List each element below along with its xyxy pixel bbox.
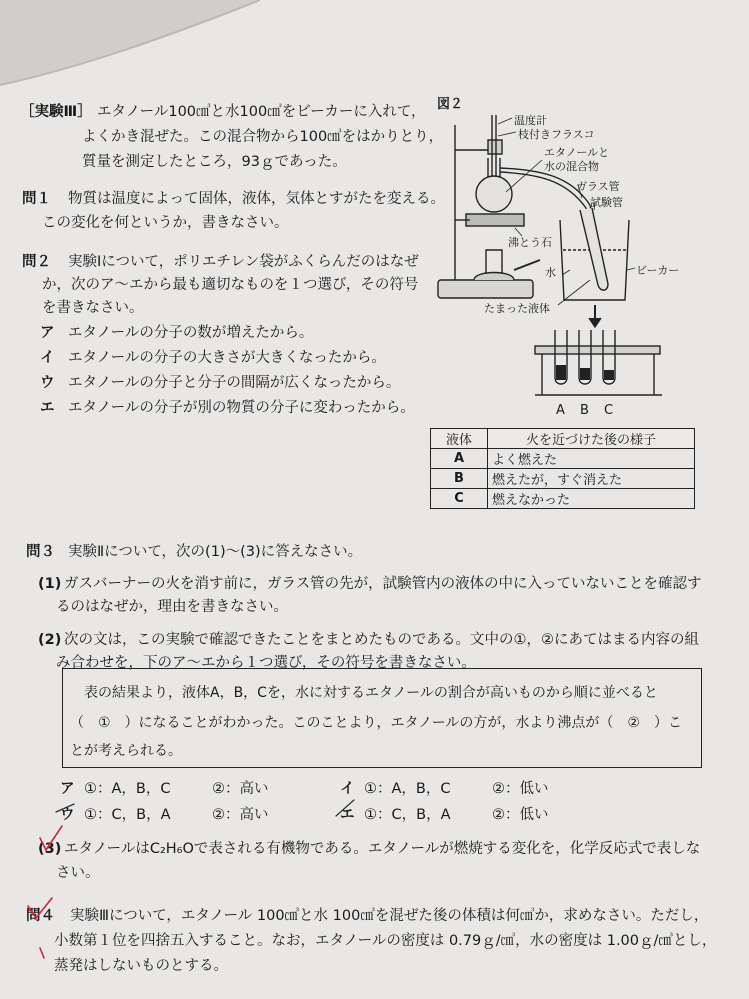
choice-part-b: ②：低い (492, 807, 549, 823)
q3-part2-line2: み合わせを，下のア～エから１つ選び，その符号を書きなさい。 (56, 655, 476, 671)
table-cell: よく燃えた (488, 449, 695, 469)
label-beaker: ビーカー (636, 264, 680, 277)
choice-key: イ (340, 781, 355, 797)
q2-option-text: エタノールの分子と分子の間隔が広くなったから。 (68, 375, 401, 391)
choice-part-a: ①：C，B，A (84, 807, 171, 823)
figure-title: 図２ (437, 97, 464, 112)
choice-part-a: ①：A，B，C (84, 781, 171, 797)
q3-part3-number: (3) (38, 841, 62, 857)
table-cell: B (431, 469, 488, 489)
q2-option-text: エタノールの分子の大きさが大きくなったから。 (68, 350, 386, 366)
table-header: 液体 (431, 429, 488, 449)
q4-number: 問４ (26, 908, 55, 924)
q2-line1: 実験Ⅰについて，ポリエチレン袋がふくらんだのはなぜ (68, 254, 419, 270)
q2-line3: を書きなさい。 (42, 300, 144, 316)
table-cell: A (431, 449, 488, 469)
table-cell: 燃えなかった (488, 489, 695, 509)
q3-part1-line2: るのはなぜか，理由を書きなさい。 (56, 599, 288, 615)
choice-part-b: ②：高い (212, 781, 269, 797)
summary-line1: 表の結果より，液体A，B，Cを，水に対するエタノールの割合が高いものから順に並べると (84, 685, 658, 701)
label-glass-tube: ガラス管 (576, 180, 620, 193)
q2-option-key: イ (40, 350, 55, 366)
table-cell: 燃えたが，すぐ消えた (488, 469, 695, 489)
table-header: 火を近づけた後の様子 (488, 429, 695, 449)
exp3-line3: 質量を測定したところ，93ｇであった。 (82, 154, 347, 170)
q1-line1: 物質は温度によって固体，液体，気体とすがたを変える。 (68, 191, 445, 207)
q3-number: 問３ (26, 544, 55, 560)
label-tube-b: B (580, 403, 589, 418)
choice-key: ア (60, 781, 75, 797)
label-boiling-stone: 沸とう石 (508, 236, 552, 249)
q2-option-key: ア (40, 325, 55, 341)
q3-part3-line1: エタノールはC₂H₆Oで表される有機物である。エタノールが燃焼する変化を，化学反応式で表しな (64, 841, 701, 857)
q1-number: 問１ (22, 191, 51, 207)
exp3-line2: よくかき混ぜた。この混合物から100㎤をはかりとり， (82, 129, 444, 145)
label-tube-c: C (604, 403, 614, 418)
label-tube-a: A (556, 403, 565, 418)
q2-option-text: エタノールの分子が別の物質の分子に変わったから。 (68, 400, 415, 416)
summary-line3: とが考えられる。 (70, 743, 182, 759)
label-thermometer: 温度計 (514, 114, 547, 127)
q4-line3: 蒸発はしないものとする。 (54, 958, 228, 974)
q1-line2: この変化を何というか，書きなさい。 (42, 215, 289, 231)
q4-line1: 実験Ⅲについて，エタノール 100㎤と水 100㎤を混ぜた後の体積は何㎤か，求めなさい。ただし， (70, 908, 709, 924)
label-flask: 枝付きフラスコ (518, 128, 595, 141)
choice-part-a: ①：A，B，C (364, 781, 451, 797)
q2-option-key: ウ (40, 375, 55, 391)
label-mixture: エタノールと (544, 146, 610, 159)
choice-part-a: ①：C，B，A (364, 807, 451, 823)
label-mixture: 水の混合物 (544, 160, 599, 173)
q2-line2: か，次のア～エから最も適切なものを１つ選び，その符号 (42, 277, 419, 293)
q3-intro: 実験Ⅱについて，次の(1)～(3)に答えなさい。 (68, 544, 363, 560)
label-water: 水 (545, 266, 556, 279)
q2-option-text: エタノールの分子の数が増えたから。 (68, 325, 314, 341)
exp3-label: ［実験Ⅲ］ (20, 104, 92, 120)
summary-line2: （ ① ）になることがわかった。このことより，エタノールの方が，水より沸点が（ ② ）こ (70, 715, 682, 731)
choice-part-b: ②：低い (492, 781, 549, 797)
label-collected-liquid: たまった液体 (484, 302, 550, 315)
exp3-line1: エタノール100㎤と水100㎤をビーカーに入れて， (97, 104, 426, 120)
choice-key: ウ (60, 807, 75, 823)
q3-part2-line1: 次の文は，この実験で確認できたことをまとめたものである。文中の①，②にあてはまる内容の組 (64, 632, 699, 648)
q3-part2-number: (2) (38, 632, 62, 648)
q3-part1-line1: ガスバーナーの火を消す前に，ガラス管の先が，試験管内の液体の中に入っていないことを確認す (64, 576, 702, 592)
choice-key: エ (340, 807, 355, 823)
q4-line2: 小数第１位を四捨五入すること。なお，エタノールの密度は 0.79ｇ/㎤，水の密度は 1.00ｇ/㎤とし， (54, 933, 717, 949)
label-test-tube: 試験管 (590, 196, 623, 209)
q3-part1-number: (1) (38, 576, 62, 592)
q2-number: 問２ (22, 254, 51, 270)
choice-part-b: ②：高い (212, 807, 269, 823)
table-cell: C (431, 489, 488, 509)
q3-part3-line2: さい。 (56, 865, 100, 881)
q2-option-key: エ (40, 400, 55, 416)
